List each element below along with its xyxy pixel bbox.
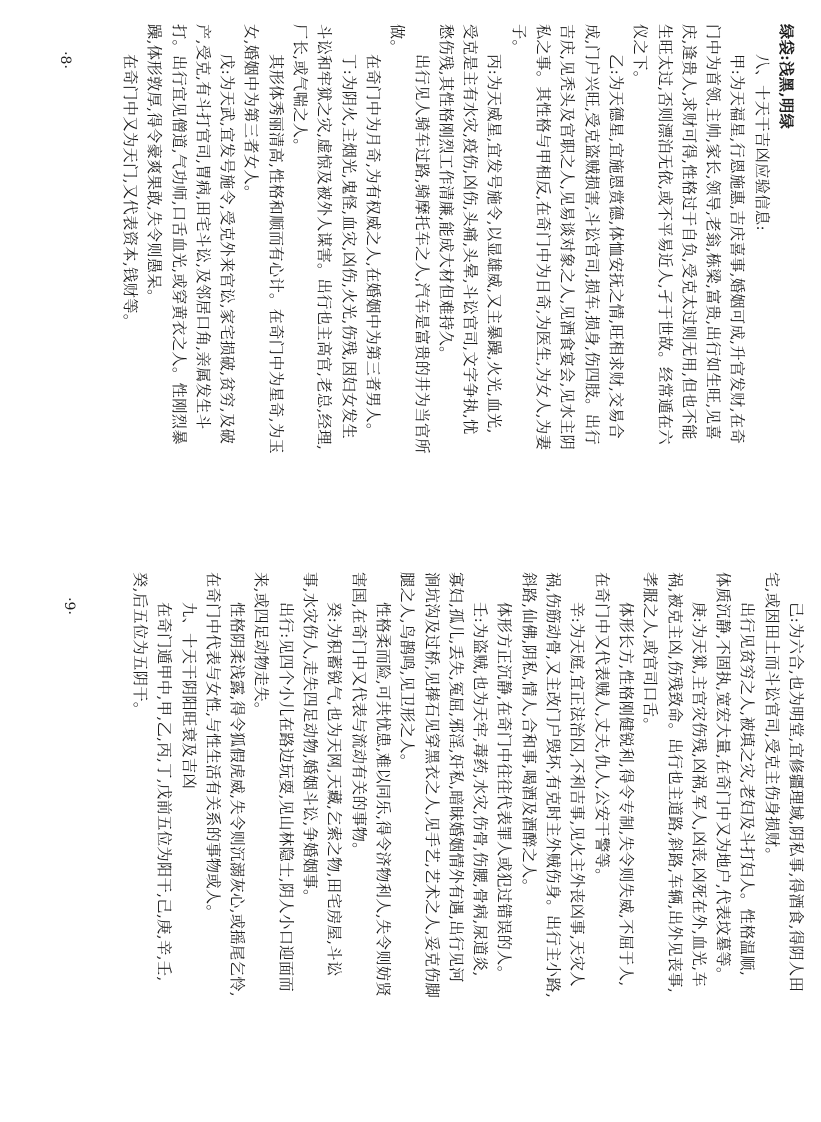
page-number-9: ·9· xyxy=(60,597,77,615)
text-line: 戊:为天武,宜发号施令,受克外来官讼,家宅损破,贫穷,及破 xyxy=(218,54,237,445)
text-line: 腿之人,鸟鹊鸣,见卫形之人。 xyxy=(398,572,417,770)
text-line: 吉庆,见秃头及官职之人,见易谈对象之人,见酒食宴会,见水主阴 xyxy=(558,24,577,451)
text-line: 体形方正沉静,在奇门中往往代表罪人或犯过错误的人。 xyxy=(495,602,514,982)
text-line: 癸,后五位为五阴干。 xyxy=(130,572,149,718)
page-8-text xyxy=(82,24,798,572)
text-line: 斜路,仙佛,阴私,情人,合和事,喝酒及酒醉之人。 xyxy=(519,572,538,895)
text-line: 祸,被克主凶,伤残致命。出行也主道路,斜路,车辆,出外见丧事, xyxy=(665,572,684,994)
text-line: 其形体秀丽清高,性格和顺而有心计。在奇门中为星奇,为玉 xyxy=(266,54,285,455)
text-line: 九、十天干阴阳旺衰及吉凶 xyxy=(179,602,198,790)
text-line: 事,水灾伤人,走失四足动物,婚姻斗讼,争婚姻事。 xyxy=(301,572,320,905)
text-line: 打。出行宜见僧道,气功师,口舌血光,或穿黄衣之人。性刚烈暴 xyxy=(169,24,188,445)
text-line: 在奇门遁甲中,甲,乙,丙,丁,戊前五位为阳干,己,庚,辛,壬, xyxy=(155,602,174,982)
text-line: 寡妇,孤儿,丢失,冤屈,邪淫,奸私,暗昧婚姻情外有遇,出行见河 xyxy=(446,572,465,983)
text-line: 躁,体形敦厚,得令豪爽果敢,失令则愚呆。 xyxy=(145,24,164,305)
text-line: 来,或四足动物走失。 xyxy=(252,572,271,718)
text-line: 害国,在奇门中又代表与流动有关的事物。 xyxy=(349,572,368,858)
text-line: 癸:为积蓄锐气,也为天网,天藏,乞索之物,田宅房屋,斗讼 xyxy=(325,602,344,977)
text-line: 在奇门中代表与女性,与性生活有关系的事物或人。 xyxy=(203,572,222,921)
text-line: 八、十天干吉凶应验信息: xyxy=(752,54,771,231)
text-line: 庚:为天狱,主官灾伤残,凶祸,军人,凶丧,凶死在外,血光,车 xyxy=(689,602,708,988)
text-line: 甲:为天福星,行恩施惠,吉庆喜事,婚姻可成,升官发财,在奇 xyxy=(728,54,747,445)
text-line: 涧坑沟及过桥,见捧石见穿黑衣之人,见手艺,艺术之人,妥克伤脚 xyxy=(422,572,441,999)
text-line: 在奇门中又为天门,又代表资本,钱财等。 xyxy=(120,54,139,330)
text-line: 仪之下。 xyxy=(631,24,650,87)
page-number-8: ·8· xyxy=(56,51,73,69)
text-line: 孝服之人,或官司口舌。 xyxy=(641,572,660,734)
text-line: 庆,逢贵人,求财可得,性格过于自负,受克太过则无用,但也不能 xyxy=(679,24,698,440)
page-9-text xyxy=(96,572,808,1117)
text-line: 产,受克,有斗打官司,胃病,田宅斗讼,及邻居口角,亲属发生斗 xyxy=(193,24,212,430)
text-line: 性格阴柔浅露,得令狐假虎威,失令则沉溺灰心,或摇尾乞怜, xyxy=(228,602,247,998)
text-line: 厂长,或气喘之人。 xyxy=(291,24,310,154)
text-line: 出行见贫穷之人,被填之灾,老妇及斗打妇人。性格温顺, xyxy=(738,602,757,977)
text-line: 乙:为天德星,宜施恩赏德,体恤安抚之情,旺相求财,交易合 xyxy=(606,54,625,439)
text-line: 祸,伤筋动骨,又主改门户毁坏,有克时主外贼伤身。出行主小路, xyxy=(544,572,563,999)
text-line: 私之事。其性格与甲相反,在奇门中为日奇,为医生,为女人,为妻 xyxy=(534,24,553,451)
text-line: 子。 xyxy=(509,24,528,56)
text-line: 丙:为天威星,宜发号施令,以显雄威,又主暴躁,火光,血光, xyxy=(485,54,504,434)
text-line: 宅,或因田土而斗讼官司,受克主伤身损财。 xyxy=(762,572,781,864)
text-line: 成,门户兴旺,受克盗贼损害,斗讼官司,损车,损身,伤四肢。出行 xyxy=(582,24,601,446)
text-line: 出行:见四个小儿在路边玩耍,见山林隐士,阴人小口迎面而 xyxy=(276,602,295,993)
text-line: 斗讼和牢狱之灾,虚惊及被外人谋害。出行也主高官,老总,经理, xyxy=(315,24,334,451)
text-line: 体质沉静,不固执,宽宏大量,在奇门中又为地户,代表坟墓等。 xyxy=(714,572,733,983)
text-line: 在奇门中又代表贼人,丈夫,仇人,公安干警等。 xyxy=(592,572,611,884)
text-line: 受克是主有水灾,疫伤,凶伤,头痛,头晕,斗讼官司,文字争执,忧 xyxy=(461,24,480,435)
text-line: 性格柔而险,可共忧患,难以同乐,得令济物利人,失令则妨贤 xyxy=(373,602,392,998)
text-line: 女,婚姻中为第三者女人。 xyxy=(242,24,261,201)
text-line: 绿袋:浅黑,明绿 xyxy=(777,24,795,130)
text-line: 己:为六合,也为明堂,宜修疆理域,阴私事,得酒食,得阴人田 xyxy=(787,602,805,993)
text-line: 辛:为天庭,宜正法治囚,不利吉事,见火主外丧凶事,天灾人 xyxy=(568,602,587,987)
text-line: 壬:为盗贼,也为天牢,毒药,水灾,伤骨,伤腰,骨病,尿道炎, xyxy=(471,602,490,977)
text-line: 在奇门中为月奇,为有权威之人,在婚姻中为第三者男人。 xyxy=(363,54,382,439)
text-line: 门中为首领,主帅,家长,领导,老翁,栋梁,富贵,出行如生旺,见喜 xyxy=(704,24,723,440)
text-line: 丁:为阴火,主烟光,鬼怪,血灾,凶伤,火光,伤残,因妇女发生 xyxy=(339,54,358,440)
text-line: 体形长方,性格刚健锐利,得令专制,失令则失威,不屈于人, xyxy=(616,602,635,987)
text-line: 做。 xyxy=(388,24,407,56)
text-line: 愁伤残,其性格刚烈工作清廉,能成大材但难持久。 xyxy=(436,24,455,362)
text-line: 出行见人骑车过路,骑摩托车之人,汽车是富贵的井为当官所 xyxy=(412,54,431,455)
text-line: 生旺太过,否则漂泊无依,或不平易近人,孑于世故。经常遁在六 xyxy=(655,24,674,445)
